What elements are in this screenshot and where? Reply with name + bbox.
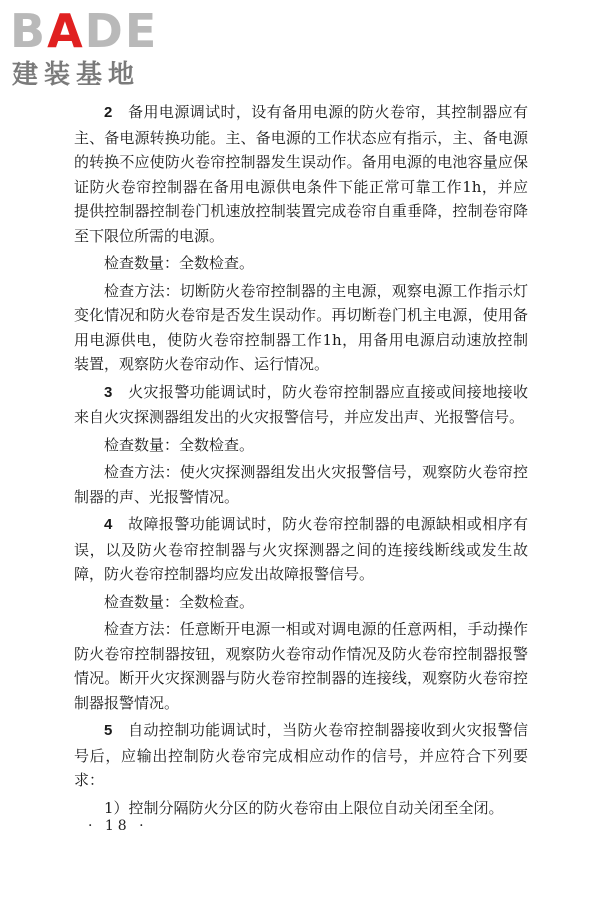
bade-logo [10,6,190,94]
clause-text: 自动控制功能调试时，当防火卷帘控制器接收到火灾报警信号后，应输出控制防火卷帘完成相应动作的信号，并应符合下列要求： [74,721,528,789]
clause-text: 故障报警功能调试时，防火卷帘控制器的电源缺相或相序有误，以及防火卷帘控制器与火灾探测器之间的连接线断线或发生故障，防火卷帘控制器均应发出故障报警信号。 [74,515,528,583]
inspection-quantity: 检查数量：全数检查。 [104,592,255,611]
logo-wordmark: BADE [10,4,159,58]
clause-number: 3 [104,383,113,401]
inspection-method: 检查方法：切断防火卷帘控制器的主电源，观察电源工作指示灯变化情况和防火卷帘是否发生误动作。再切断卷门机主电源，使用备用电源供电，使防火卷帘控制器工作1h，用备用电源启动速放控制装置，观察防火卷帘动作、运行情况。 [74,281,528,373]
requirement-item-1: 1）控制分隔防火分区的防火卷帘由上限位自动关闭至全闭。 [104,798,504,817]
inspection-method: 检查方法：使火灾探测器组发出火灾报警信号，观察防火卷帘控制器的声、光报警情况。 [74,463,528,506]
clause-4 [74,512,528,587]
clause-number: 5 [104,722,113,739]
clause-3 [74,380,528,430]
inspection-method: 检查方法：任意断开电源一相或对调电源的任意两相，手动操作防火卷帘控制器按钮，观察防火卷帘动作情况及防火卷帘控制器报警情况。断开火灾探测器与防火卷帘控制器的连接线，观察防火卷帘控制器报警情况。 [74,620,528,712]
clause-number: 4 [104,516,113,533]
clause-number: 2 [104,104,113,121]
document-body [74,100,528,820]
logo-chinese-text: 建装基地 [12,60,141,90]
inspection-quantity: 检查数量：全数检查。 [104,435,255,454]
inspection-quantity: 检查数量：全数检查。 [104,254,255,272]
page-number: · 18 · [88,818,148,834]
clause-5 [74,718,528,793]
clause-text: 备用电源调试时，设有备用电源的防火卷帘，其控制器应有主、备电源转换功能。主、备电源的工作状态应有指示，主、备电源的转换不应使防火卷帘控制器发生误动作。备用电源的电池容量应保证防火卷帘控制器在备用电源供电条件下能正常可靠工作1h，并应提供控制器控制卷门机速放控制装置完成卷帘自重垂降，控制卷帘降至下限位所需的电源。 [74,103,528,245]
clause-2 [74,100,528,248]
clause-text: 火灾报警功能调试时，防火卷帘控制器应直接或间接地接收来自火灾探测器组发出的火灾报警信号，并应发出声、光报警信号。 [74,382,528,426]
